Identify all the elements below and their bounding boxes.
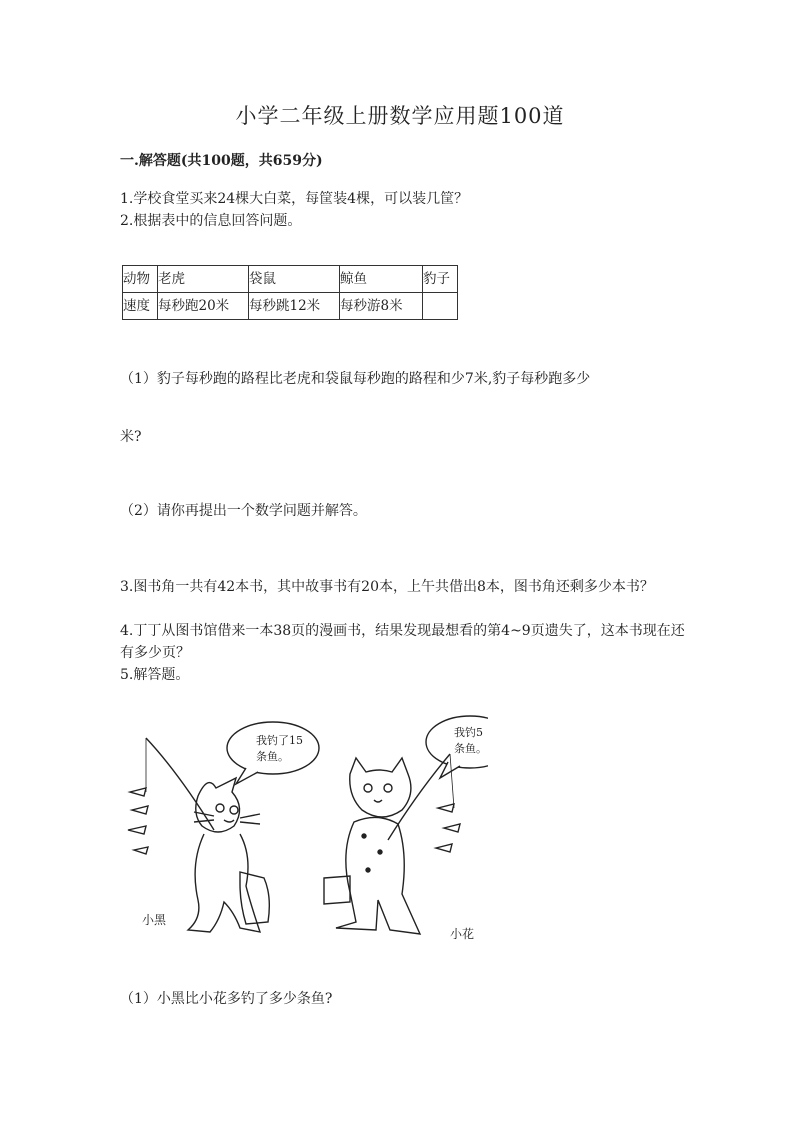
bubble-left-text-1: 我钓了15 <box>256 734 303 747</box>
bubble-right-text-1: 我钓5 <box>454 726 483 739</box>
table-cell: 老虎 <box>158 266 249 293</box>
table-cell: 袋鼠 <box>249 266 340 293</box>
question-4: 4.丁丁从图书馆借来一本38页的漫画书，结果发现最想看的第4~9页遗失了，这本书现在还有多少页？ <box>120 623 685 661</box>
bubble-left-text-2: 条鱼。 <box>256 750 289 763</box>
speed-table <box>122 265 458 320</box>
cat-xiaohua <box>324 754 474 941</box>
speech-bubble-left <box>227 722 319 784</box>
table-cell: 速度 <box>123 293 158 320</box>
bubble-right-text-2: 条鱼。 <box>454 742 487 755</box>
speech-bubble-right <box>426 716 488 778</box>
name-left: 小黑 <box>142 913 167 927</box>
question-5-part-1: （1）小黑比小花多钓了多少条鱼? <box>120 991 333 1007</box>
table-cell: 每秒游8米 <box>340 293 423 320</box>
table-row <box>123 293 458 320</box>
table-cell <box>423 293 458 320</box>
cat-xiaohei <box>128 738 269 932</box>
question-2-part-1-cont: 米? <box>120 429 142 445</box>
question-2-part-1: （1）豹子每秒跑的路程比老虎和袋鼠每秒跑的路程和少7米,豹子每秒跑多少 <box>120 371 591 387</box>
table-cell: 每秒跑20米 <box>158 293 249 320</box>
table-row <box>123 266 458 293</box>
table-cell: 动物 <box>123 266 158 293</box>
table-cell: 豹子 <box>423 266 458 293</box>
question-1: 1.学校食堂买来24棵大白菜，每筐装4棵，可以装几筐？ <box>120 191 469 207</box>
question-2: 2.根据表中的信息回答问题。 <box>120 213 302 229</box>
section-heading: 一.解答题(共100题，共659分) <box>120 153 323 169</box>
fishing-cats-illustration <box>118 712 488 952</box>
question-5: 5.解答题。 <box>120 667 190 683</box>
name-right: 小花 <box>450 927 475 941</box>
table-cell: 鲸鱼 <box>340 266 423 293</box>
question-2-part-2: （2）请你再提出一个数学问题并解答。 <box>120 503 367 519</box>
page-title: 小学二年级上册数学应用题100道 <box>235 104 565 128</box>
table-cell: 每秒跳12米 <box>249 293 340 320</box>
question-3: 3.图书角一共有42本书，其中故事书有20本，上午共借出8本，图书角还剩多少本书？ <box>120 579 654 595</box>
